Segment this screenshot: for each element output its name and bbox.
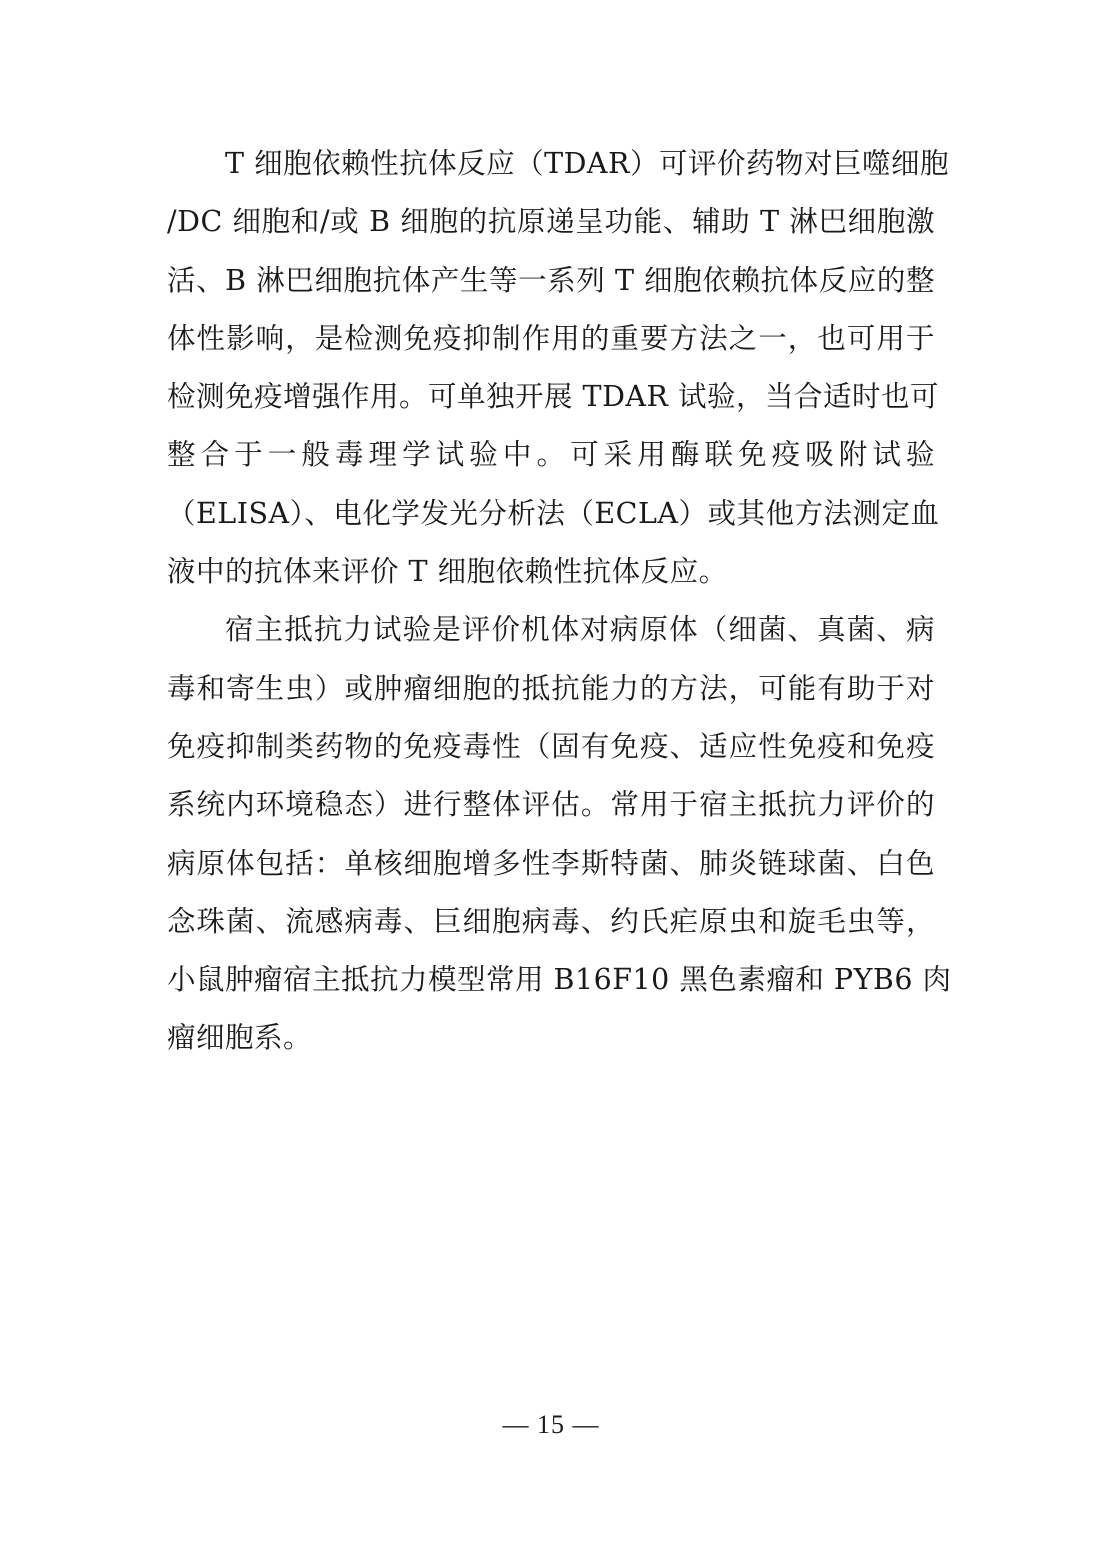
text-line: 小鼠肿瘤宿主抵抗力模型常用 B16F10 黑色素瘤和 PYB6 肉 (167, 963, 952, 997)
text-line: 毒和寄生虫）或肿瘤细胞的抵抗能力的方法，可能有助于对 (167, 671, 935, 705)
text-line: 瘤细胞系。 (167, 1021, 313, 1055)
text-line: 检测免疫增强作用。可单独开展 TDAR 试验，当合适时也可 (167, 380, 940, 414)
text-line: 整合于一般毒理学试验中。可采用酶联免疫吸附试验 (167, 438, 935, 472)
text-line: 活、B 淋巴细胞抗体产生等一系列 T 细胞依赖抗体反应的整 (167, 263, 935, 297)
paragraph-tdar (167, 139, 949, 605)
text-line: 念珠菌、流感病毒、巨细胞病毒、约氏疟原虫和旋毛虫等， (167, 904, 935, 938)
body-text (167, 139, 952, 1072)
paragraph-host-resistance (167, 605, 952, 1071)
text-line: 病原体包括：单核细胞增多性李斯特菌、肺炎链球菌、白色 (167, 846, 935, 880)
text-line: /DC 细胞和/或 B 细胞的抗原递呈功能、辅助 T 淋巴细胞激 (167, 205, 935, 239)
text-line: 免疫抑制类药物的免疫毒性（固有免疫、适应性免疫和免疫 (167, 729, 935, 763)
text-line: 系统内环境稳态）进行整体评估。常用于宿主抵抗力评价的 (167, 788, 935, 822)
page-number: — 15 — (502, 1410, 600, 1439)
text-line: 宿主抵抗力试验是评价机体对病原体（细菌、真菌、病 (225, 613, 935, 647)
text-line: 液中的抗体来评价 T 细胞依赖性抗体反应。 (167, 555, 728, 589)
text-line: 体性影响，是检测免疫抑制作用的重要方法之一，也可用于 (167, 321, 935, 355)
text-line: T 细胞依赖性抗体反应（TDAR）可评价药物对巨噬细胞 (225, 147, 949, 180)
text-line: （ELISA）、电化学发光分析法（ECLA）或其他方法测定血 (167, 496, 940, 530)
